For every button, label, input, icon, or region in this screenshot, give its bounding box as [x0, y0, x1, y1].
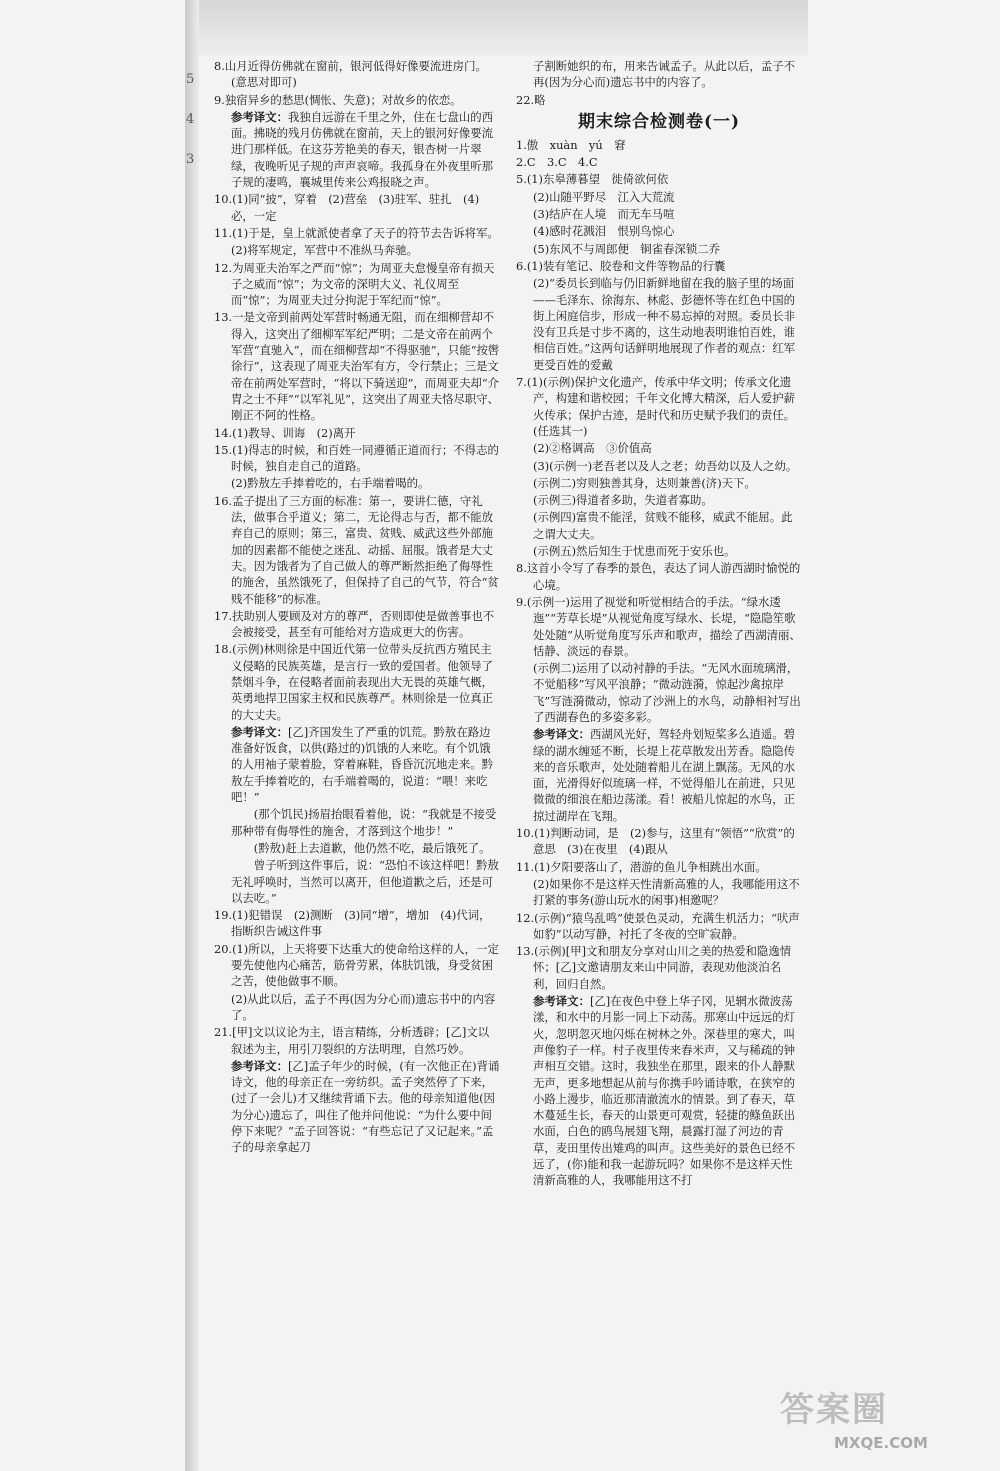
- answer-item: [214, 260, 500, 309]
- answer-text: 10.(1)同“披”，穿着 (2)营垒 (3)驻军、驻扎 (4)必，一定: [214, 192, 480, 223]
- answer-text: (黔敖)赶上去道歉，他仍然不吃，最后饿死了。: [253, 840, 491, 855]
- reference-translation: [516, 726, 802, 824]
- answer-item: [214, 1024, 500, 1057]
- answer-item: [516, 440, 802, 456]
- answer-item: [214, 991, 500, 1024]
- answer-item: [214, 242, 500, 258]
- watermark-logo: [780, 1382, 980, 1462]
- watermark-text: 答案圈: [780, 1390, 888, 1430]
- answer-text: 14.(1)教导、训诲 (2)离开: [214, 425, 356, 440]
- answer-text: (示例二)运用了以动衬静的手法。“无风水面琉璃滑，不觉船移”写风平浪静；“微动涟漪，惊起沙禽掠岸飞”写涟漪微动，惊动了沙洲上的水鸟，动静相衬写出了西湖春色的多姿多彩。: [533, 661, 801, 724]
- answer-item: [214, 225, 500, 241]
- answer-text: (示例二)穷则独善其身，达则兼善(济)天下。: [533, 475, 756, 490]
- answer-text: [乙]齐国发生了严重的饥荒。黔敖在路边准备好饭食，以供(路过的)饥饿的人来吃。有个饥饿的人用袖子蒙着脸，穿着麻鞋，昏昏沉沉地走来。黔敖左手捧着吃的，右手端着喝的，说道：“喂！来吃吧！”: [231, 724, 493, 805]
- answer-item: [516, 543, 802, 559]
- answer-item: [516, 876, 802, 909]
- answer-item: [214, 58, 500, 91]
- left-column: [214, 58, 500, 1157]
- answer-text: 曾子听到这件事后，说：“恐怕不该这样吧！黔敖无礼呼唤时，当然可以离开，但他道歉之后，还是可以去吃。”: [231, 858, 499, 905]
- translation-label: 参考译文：: [231, 724, 288, 739]
- margin-mark: 5: [186, 72, 195, 87]
- translation-label: 参考译文：: [231, 1058, 288, 1073]
- answer-item: [214, 309, 500, 423]
- reference-translation: [214, 1058, 500, 1156]
- translation-label: 参考译文：: [533, 994, 590, 1009]
- answer-item: [516, 859, 802, 875]
- answer-item: [214, 941, 500, 990]
- answer-item: [516, 374, 802, 439]
- answer-item: [516, 258, 802, 274]
- answer-text: 20.(1)所以，上天将要下达重大的使命给这样的人，一定要先使他内心痛苦，筋骨劳累，体肤饥饿，身受贫困之苦，使他做事不顺。: [214, 941, 499, 989]
- answer-text: 13.一是文帝到前两处军营时畅通无阻，而在细柳营却不得入，这突出了细柳军军纪严明；二是文帝在前两个军营“直驰入”，而在细柳营却“不得驱驰”，只能“按辔徐行”，这表现了周亚夫治军有方，令行禁止；三是文帝在前两处军营时，“将以下骑送迎”，而周亚夫却“介胄之士不拜”“以军礼见”，这突出了周亚夫恪尽职守、刚正不阿的性格。: [214, 310, 500, 423]
- answer-item: [516, 660, 802, 725]
- answer-text: 21.[甲]文以议论为主，语言精练，分析透辟；[乙]文以叙述为主，用引刀裂织的方法明理，自然巧妙。: [214, 1025, 490, 1056]
- answer-text: 8.这首小令写了春季的景色，表达了词人游西湖时愉悦的心境。: [516, 561, 801, 592]
- answer-item: [516, 154, 802, 170]
- answer-item: [214, 641, 500, 722]
- answer-item: [516, 92, 802, 108]
- answer-item: [516, 275, 802, 373]
- answer-item: [214, 425, 500, 441]
- answer-text: (示例三)得道者多助，失道者寡助。: [533, 493, 713, 508]
- watermark-url: MXQE.COM: [834, 1434, 928, 1452]
- answer-text: 6.(1)装有笔记、胶卷和文件等物品的行囊: [516, 258, 726, 273]
- answer-text: (示例五)然后知生于忧患而死于安乐也。: [533, 544, 736, 559]
- translation-label: 参考译文：: [533, 727, 590, 742]
- answer-text: (2)黔敖左手捧着吃的，右手端着喝的。: [231, 476, 430, 491]
- answer-text: (2)山随平野尽 江入大荒流: [533, 189, 675, 204]
- answer-page: [210, 58, 802, 1458]
- translation-label: 参考译文：: [231, 109, 288, 124]
- answer-item: [214, 92, 500, 108]
- answer-item: [516, 594, 802, 659]
- answer-item: [516, 509, 802, 542]
- answer-item: [516, 492, 802, 508]
- answer-text: 5.(1)东皋薄暮望 徙倚欲何依: [516, 172, 669, 187]
- answer-item: [516, 58, 802, 91]
- answer-text: 7.(1)(示例)保护文化遗产，传承中华文明；传承文化遗产，构建和谐校园；千年文化博大精深，后人爱护薪火传承；保护古迹，是时代和历史赋予我们的责任。(任选其一): [516, 375, 795, 438]
- answer-item: [516, 458, 802, 474]
- answer-text: 9.(示例一)运用了视觉和听觉相结合的手法。“绿水逶迤”“芳草长堤”从视觉角度写绿水、长堤，“隐隐笙歌处处随”从听觉角度写乐声和歌声，描绘了西湖清丽、恬静、淡远的春景。: [516, 594, 801, 658]
- answer-text: 我独自远游在千里之外，住在七盘山的西面。拂晓的残月仿佛就在窗前，天上的银河好像要流进门那样低。在这芬芳艳美的春天，银杏树一片翠绿，夜晚听见子规的声声哀啼。我孤身在外夜里听那子规的凄鸣，襄城里传来公鸡报晓之声。: [231, 109, 494, 190]
- margin-marks: [186, 60, 200, 180]
- answer-item: [516, 206, 802, 222]
- answer-text: (2)“委员长到临与仍旧新鲜地留在我的脑子里的场面——毛泽东、徐海东、林彪、彭德怀等在红色中国的街上闲庭信步，形成一种不易忘掉的对照。委员长非没有卫兵是寸步不离的，这生动地表明谁怕百姓，谁相信百姓。”这两句话鲜明地展现了作者的观点：红军更受百姓的爱戴: [533, 276, 796, 372]
- answer-text: 18.(示例)林则徐是中国近代第一位带头反抗西方殖民主义侵略的民族英雄，是言行一致的爱国者。他领导了禁烟斗争，在侵略者面前表现出大无畏的英雄气概，英勇地捍卫国家主权和民族尊严。林则徐是一位真正的大丈夫。: [214, 642, 493, 722]
- scan-top-shadow: [192, 0, 808, 56]
- right-column-continuation: [516, 58, 802, 108]
- answer-item: [214, 442, 500, 475]
- answer-item: [516, 825, 802, 858]
- answer-item: [516, 189, 802, 205]
- answer-item: [214, 806, 500, 839]
- answer-text: 15.(1)得志的时候，和百姓一同遵循正道而行；不得志的时候，独自走自己的道路。: [214, 442, 499, 474]
- answer-item: [516, 475, 802, 491]
- answer-text: 12.(示例)“猿鸟乱鸣”使景色灵动，充满生机活力；“吠声如豹”以动写静，衬托了冬夜的空旷寂静。: [516, 910, 800, 941]
- answer-text: (3)结庐在人境 而无车马喧: [533, 207, 675, 222]
- right-column: [516, 58, 802, 1190]
- answer-text: (2)从此以后，孟子不再(因为分心而)遗忘书中的内容了。: [231, 991, 496, 1022]
- answer-text: (2)②格调高 ③价值高: [533, 441, 652, 456]
- answer-item: [214, 493, 500, 607]
- answer-item: [214, 608, 500, 641]
- answer-text: (5)东风不与周郎便 铜雀春深锁二乔: [533, 241, 720, 256]
- answer-text: (示例四)富贵不能淫，贫贱不能移，威武不能屈。此之谓大丈夫。: [533, 510, 793, 541]
- answer-text: (那个饥民)扬眉抬眼看着他，说：“我就是不接受那种带有侮辱性的施舍，才落到这个地步！”: [231, 807, 497, 838]
- reference-translation: [516, 993, 802, 1189]
- answer-text: (2)如果你不是这样天性清新高雅的人，我哪能用这不打紧的事务(游山玩水的闲事)相邀呢？: [533, 876, 800, 908]
- answer-item: [214, 907, 500, 940]
- answer-text: 1.傲 xuàn yú 窘: [516, 137, 626, 152]
- answer-text: (2)将军规定，军营中不准纵马奔驰。: [231, 243, 418, 258]
- answer-text: 16.孟子提出了三方面的标准：第一，要讲仁德，守礼法，做事合乎道义；第二，无论得志与否，都不能放弃自己的原则；第三，富贵、贫贱、威武这些外部施加的因素都不能使之迷乱、动摇、屈服。饿者是大丈夫。因为饿者为了自己做人的尊严断然拒绝了侮辱性的施舍，虽然饿死了，但保持了自己的气节，符合“贫贱不能移”的标准。: [214, 493, 499, 606]
- answer-item: [516, 171, 802, 187]
- reference-translation: [214, 724, 500, 805]
- answer-item: [214, 857, 500, 906]
- answer-text: 8.山月近得仿佛就在窗前，银河低得好像要流进房门。(意思对即可): [214, 59, 487, 90]
- answer-text: 22.略: [516, 92, 546, 107]
- answer-item: [516, 560, 802, 593]
- answer-text: 19.(1)犯错误 (2)测断 (3)同“增”，增加 (4)代词，指断织告诫这件事: [214, 908, 491, 939]
- answer-text: 17.扶助别人要顾及对方的尊严，否则即使是做善事也不会被接受，甚至有可能给对方造成更大的伤害。: [214, 608, 495, 640]
- answer-text: 11.(1)于是，皇上就派使者拿了天子的符节去告诉将军。: [214, 225, 499, 240]
- answer-text: (3)(示例一)老吾老以及人之老；幼吾幼以及人之幼。: [533, 458, 798, 473]
- answer-item: [516, 223, 802, 239]
- answer-text: 9.独宿异乡的愁思(惆怅、失意)；对故乡的依恋。: [214, 92, 462, 107]
- answer-text: 13.(示例)[甲]文和朋友分享对山川之美的热爱和隐逸情怀；[乙]文邀请朋友来山中同游，表现劝他淡泊名利，回归自然。: [516, 944, 792, 991]
- answer-item: [214, 191, 500, 224]
- answer-text: 11.(1)夕阳要落山了，潜游的鱼儿争相跳出水面。: [516, 859, 767, 874]
- answer-text: 12.为周亚夫治军之严而“惊”；为周亚夫怠慢皇帝有损天子之威而“惊”；为文帝的深明大义、礼仪周至而“惊”；为周亚夫过分拘泥于军纪而“惊”。: [214, 260, 495, 308]
- answer-item: [516, 910, 802, 943]
- section-title: 期末综合检测卷(一): [577, 111, 741, 132]
- answer-text: 10.(1)判断动词，是 (2)参与，这里有“领悟”“欣赏”的意思 (3)在夜里 (4)跟从: [516, 826, 795, 857]
- scan-left-shadow: [185, 0, 199, 1471]
- answer-text: 西湖风光好，驾轻舟划短桨多么逍遥。碧绿的湖水缠延不断，长堤上花草散发出芳香。隐隐传来的音乐歌声，处处随着船儿在湖上飘荡。无风的水面，光滑得好似琉璃一样，不觉得船儿在前进，只见微微的细浪在船边荡漾。看！被船儿惊起的水鸟，正掠过湖岸在飞翔。: [533, 727, 796, 823]
- answer-item: [516, 943, 802, 992]
- answer-item: [214, 840, 500, 856]
- answer-text: (4)感时花溅泪 恨别鸟惊心: [533, 224, 675, 239]
- answer-text: 子割断她织的布，用来告诫孟子。从此以后，孟子不再(因为分心而)遗忘书中的内容了。: [533, 59, 795, 90]
- answer-item: [516, 137, 802, 153]
- margin-mark: 4: [186, 112, 195, 127]
- reference-translation: [214, 109, 500, 190]
- margin-mark: 3: [186, 152, 195, 167]
- answer-text: [乙]孟子年少的时候，(有一次他正在)背诵诗文，他的母亲正在一旁纺织。孟子突然停了下来，(过了一会儿)才又继续背诵下去。他的母亲知道他(因为分心)遗忘了，叫住了他并问他说：“为什么要中间停下来呢？”孟子回答说：“有些忘记了又记起来。”孟子的母亲拿起刀: [231, 1058, 500, 1155]
- answer-item: [214, 475, 500, 491]
- answer-text: 2.C 3.C 4.C: [516, 155, 598, 170]
- right-column-answers: [516, 137, 802, 1189]
- answer-text: [乙]在夜色中登上华子冈，见辋水微波荡漾，和水中的月影一同上下动荡。那寒山中远远的灯火，忽明忽灭地闪烁在树林之外。深巷里的寒犬，叫声像豹子一样。村子夜里传来舂米声，又与稀疏的钟声相互交错。这时，我独坐在那里，跟来的仆人静默无声，更多地想起从前与你携手吟诵诗歌，在狭窄的小路上漫步，临近那清澈流水的情景。到了春天，草木蔓延生长，春天的山景更可观赏，轻捷的鲦鱼跃出水面，白色的鸥鸟展翅飞翔，晨露打湿了河边的青草，麦田里传出雉鸡的叫声。这些美好的景色已经不远了，(你)能和我一起游玩吗？如果你不是这样天性清新高雅的人，我哪能用这不打: [533, 994, 795, 1188]
- answer-item: [516, 241, 802, 257]
